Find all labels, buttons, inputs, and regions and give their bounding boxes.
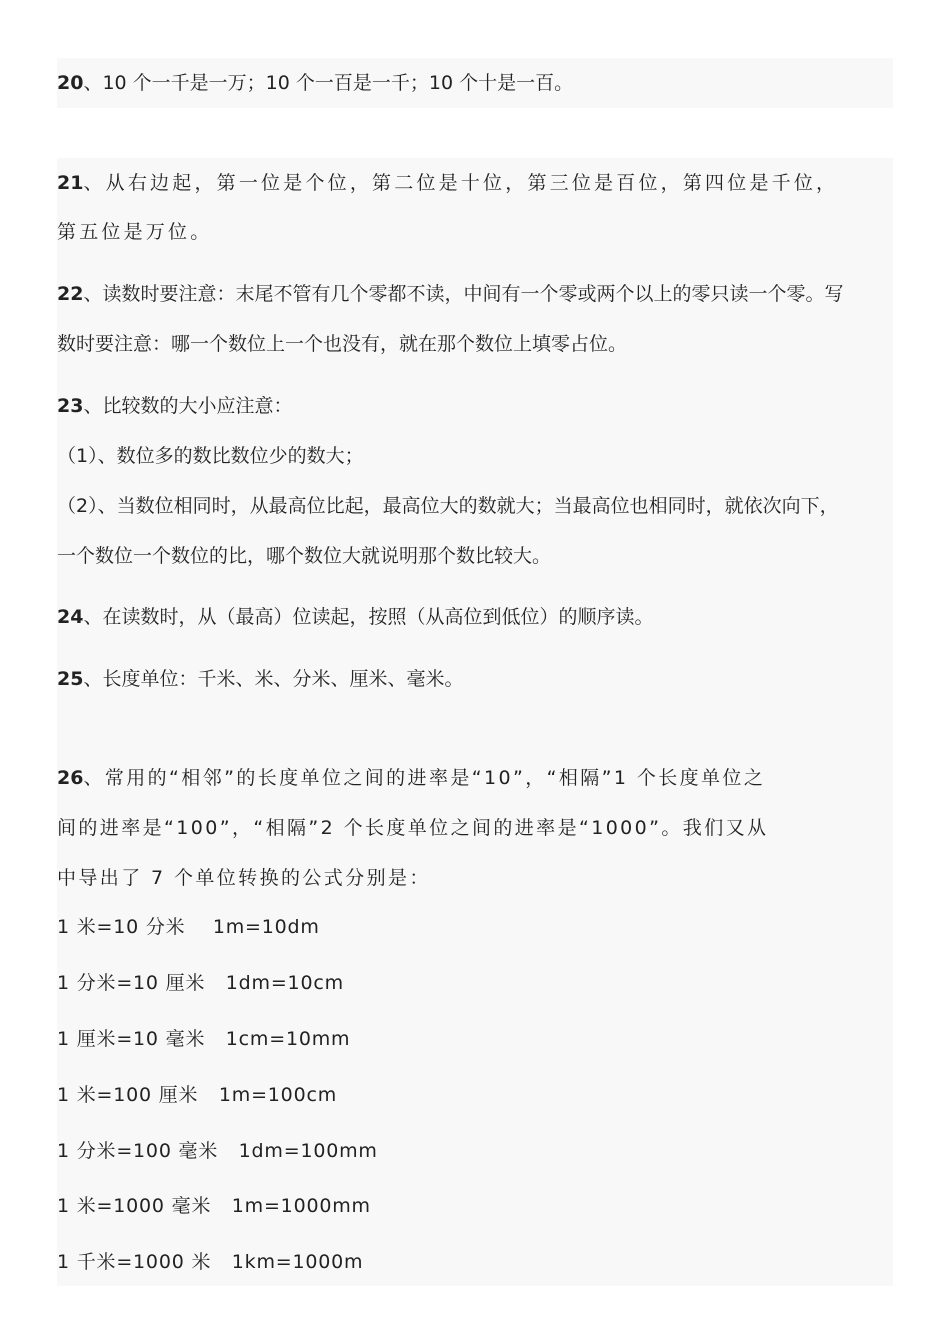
- item-23-point-2-text-a: （2）、当数位相同时，从最高位比起，最高位大的数就大；当最高位也相同时，就依次向下，: [57, 495, 839, 517]
- item-20-text: 10 个一千是一万；10 个一百是一千；10 个十是一百。: [102, 72, 574, 94]
- item-26-line-3: [57, 865, 897, 891]
- item-21-text-2: 第五位是万位。: [57, 221, 213, 243]
- item-21-line-2: [57, 219, 897, 245]
- item-22-line-2: [57, 331, 897, 357]
- item-25-sep: 、: [83, 668, 103, 690]
- conversion-7: 1 千米=1000 米 1km=1000m: [57, 1251, 364, 1273]
- item-24: [57, 604, 897, 630]
- item-25: [57, 666, 897, 692]
- item-20-sep: 、: [83, 72, 103, 94]
- item-20: [57, 70, 897, 96]
- item-26-line-2: [57, 815, 897, 841]
- item-25-text: 长度单位：千米、米、分米、厘米、毫米。: [102, 668, 464, 690]
- item-24-number: 24: [57, 606, 84, 628]
- content-block: [57, 158, 893, 1286]
- item-21-number: 21: [57, 172, 84, 194]
- item-26-text-3: 中导出了 7 个单位转换的公式分别是：: [57, 867, 431, 889]
- item-20-number: 20: [57, 72, 84, 94]
- item-26-text-2: 间的进率是“100”，“相隔”2 个长度单位之间的进率是“1000”。我们又从: [57, 817, 769, 839]
- item-26-sep: 、: [83, 767, 105, 789]
- item-25-number: 25: [57, 668, 84, 690]
- item-23-point-1: [57, 443, 897, 469]
- item-24-text: 在读数时，从（最高）位读起，按照（从高位到低位）的顺序读。: [102, 606, 654, 628]
- item-22-number: 22: [57, 283, 84, 305]
- item-26-line-1: [57, 765, 897, 791]
- item-22-text-2: 数时要注意：哪一个数位上一个也没有，就在那个数位上填零占位。: [57, 333, 628, 355]
- item-23-title-text: 比较数的大小应注意：: [102, 395, 293, 417]
- item-21-sep: 、: [83, 172, 106, 194]
- item-23-point-1-text: （1）、数位多的数比数位少的数大；: [57, 445, 364, 467]
- item-22-text-1: 读数时要注意：末尾不管有几个零都不读，中间有一个零或两个以上的零只读一个零。写: [102, 283, 844, 305]
- item-22-sep: 、: [83, 283, 103, 305]
- conversion-2: 1 分米=10 厘米 1dm=10cm: [57, 972, 344, 994]
- item-21-text-1: 从右边起，第一位是个位，第二位是十位，第三位是百位，第四位是千位，: [105, 172, 839, 194]
- conversion-5: 1 分米=100 毫米 1dm=100mm: [57, 1140, 378, 1162]
- item-21-line-1: [57, 170, 897, 196]
- item-23-number: 23: [57, 395, 84, 417]
- item-23-title: [57, 393, 897, 419]
- item-24-sep: 、: [83, 606, 103, 628]
- item-23-sep: 、: [83, 395, 103, 417]
- conversion-3: 1 厘米=10 毫米 1cm=10mm: [57, 1028, 351, 1050]
- conversion-4: 1 米=100 厘米 1m=100cm: [57, 1084, 338, 1106]
- conversion-1: 1 米=10 分米 1m=10dm: [57, 916, 320, 938]
- item-26-text-1: 常用的“相邻”的长度单位之间的进率是“10”，“相隔”1 个长度单位之: [104, 767, 766, 789]
- conversion-6: 1 米=1000 毫米 1m=1000mm: [57, 1195, 371, 1217]
- item-26-number: 26: [57, 767, 84, 789]
- item-23-point-2: [57, 493, 897, 519]
- item-23-point-2-cont: [57, 543, 897, 569]
- item-23-point-2-text-b: 一个数位一个数位的比，哪个数位大就说明那个数比较大。: [57, 545, 552, 567]
- item-22-line-1: [57, 281, 897, 307]
